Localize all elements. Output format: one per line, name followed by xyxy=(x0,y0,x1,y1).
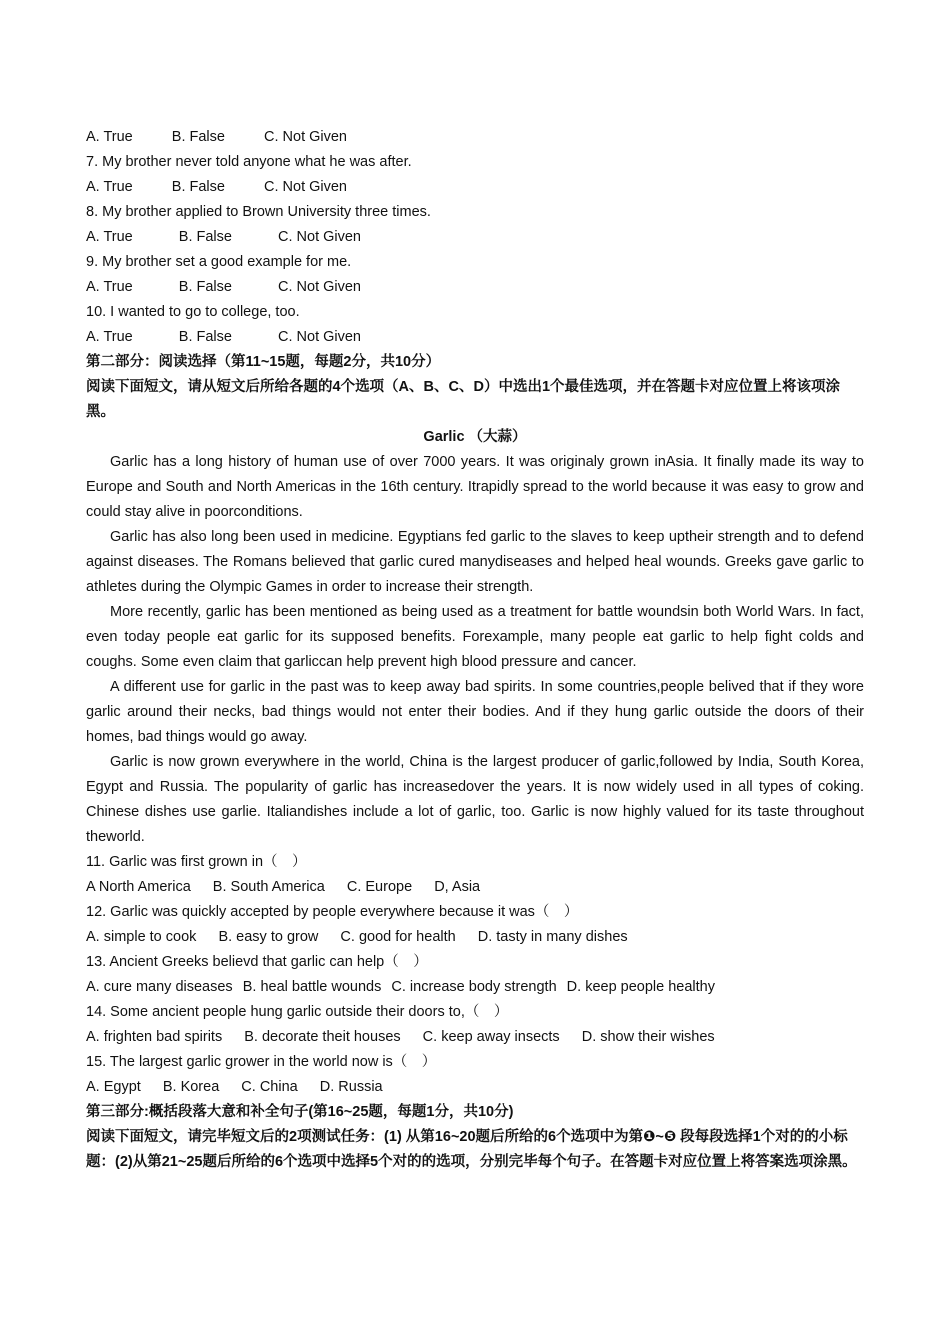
option-b: B. Korea xyxy=(162,1079,220,1095)
passage-paragraph: A different use for garlic in the past was to keep away bad spirits. In some countries,people belived that if they wore garlic around their necks, bad things would not enter their bodies. And if they hung garlic outside the doors of their homes, bad things would go away. xyxy=(86,679,864,745)
passage-paragraph: More recently, garlic has been mentioned as being used as a treatment for battle woundsin both World Wars. In fact, even today people eat garlic for its supposed benefits. Forexample, many people eat garlic to help fight colds and coughs. Some even claim that garliccan help prevent high blood pressure and cancer. xyxy=(86,604,864,670)
section-instruction-part3: 阅读下面短文，请完毕短文后的2项测试任务：(1) 从第16~20题后所给的6个选项中为第❶~❺ 段每段选择1个对的的小标题：(2)从第21~25题后所给的6个选项中选择5个对的的选项，分别完毕每个句子。在答题卡对应位置上将答案选项涂黑。 xyxy=(86,1129,857,1170)
section-heading-part3: 第三部分:概括段落大意和补全句子(第16~25题，每题1分，共10分) xyxy=(86,1104,514,1120)
option-a: A. True xyxy=(86,329,133,345)
option-d: D. show their wishes xyxy=(581,1029,715,1045)
q7-options xyxy=(86,175,864,200)
option-b: B. South America xyxy=(212,879,325,895)
option-b: B. False xyxy=(171,179,225,195)
question-8: 8. My brother applied to Brown University three times. xyxy=(86,204,431,220)
q15-options xyxy=(86,1075,864,1100)
option-a: A. True xyxy=(86,279,133,295)
option-d: D. tasty in many dishes xyxy=(477,929,628,945)
option-d: D, Asia xyxy=(434,879,481,895)
question-7: 7. My brother never told anyone what he was after. xyxy=(86,154,412,170)
passage-title: Garlic （大蒜） xyxy=(423,429,527,445)
q14-options xyxy=(86,1025,864,1050)
option-c: C. increase body strength xyxy=(391,979,557,995)
option-c: C. China xyxy=(241,1079,298,1095)
q11-options xyxy=(86,875,864,900)
option-a: A. True xyxy=(86,129,133,145)
question-9: 9. My brother set a good example for me. xyxy=(86,254,352,270)
question-10: 10. I wanted to go to college, too. xyxy=(86,304,300,320)
section-instruction-part2: 阅读下面短文，请从短文后所给各题的4个选项（A、B、C、D）中选出1个最佳选项，并在答题卡对应位置上将该项涂黑。 xyxy=(86,379,841,420)
option-b: B. False xyxy=(178,229,232,245)
q6-options xyxy=(86,125,864,150)
option-a: A. Egypt xyxy=(86,1079,141,1095)
option-a: A. frighten bad spirits xyxy=(86,1029,223,1045)
option-d: D. keep people healthy xyxy=(566,979,715,995)
option-b: B. False xyxy=(178,329,232,345)
question-11: 11. Garlic was first grown in（ ） xyxy=(86,854,307,870)
option-d: D. Russia xyxy=(319,1079,383,1095)
option-b: B. False xyxy=(171,129,225,145)
section-heading-part2: 第二部分：阅读选择（第11~15题，每题2分，共10分） xyxy=(86,354,441,370)
option-a: A. True xyxy=(86,179,133,195)
option-c: C. Not Given xyxy=(278,279,361,295)
option-b: B. heal battle wounds xyxy=(242,979,382,995)
q13-options xyxy=(86,975,864,1000)
passage-paragraph: Garlic has a long history of human use of over 7000 years. It was originaly grown inAsia. It finally made its way to Europe and South and North Americas in the 16th century. Itrapidly spread to the world because it was easy to grow and could stay alive in poorconditions. xyxy=(86,454,864,520)
option-c: C. keep away insects xyxy=(422,1029,560,1045)
option-a: A. True xyxy=(86,229,133,245)
passage-paragraph: Garlic has also long been used in medicine. Egyptians fed garlic to the slaves to keep uptheir strength and to defend against diseases. The Romans believed that garlic cured manydiseases and helped heal wounds. Greeks gave garlic to athletes during the Olympic Games in order to increase their strength. xyxy=(86,529,864,595)
document-page xyxy=(86,125,864,1175)
option-c: C. good for health xyxy=(340,929,456,945)
q10-options xyxy=(86,325,864,350)
question-15: 15. The largest garlic grower in the world now is（ ） xyxy=(86,1054,437,1070)
question-14: 14. Some ancient people hung garlic outside their doors to,（ ） xyxy=(86,1004,509,1020)
option-a: A. simple to cook xyxy=(86,929,197,945)
q8-options xyxy=(86,225,864,250)
option-a: A. cure many diseases xyxy=(86,979,233,995)
passage-paragraph: Garlic is now grown everywhere in the world, China is the largest producer of garlic,followed by India, South Korea, Egypt and Russia. The popularity of garlic has increasedover the years. It is now widely used in all types of coking. Chinese dishes use garlie. Italiandishes include a lot of garlic, too. Garlic is now highly valued for its taste throughout theworld. xyxy=(86,754,864,845)
option-c: C. Not Given xyxy=(278,229,361,245)
option-b: B. False xyxy=(178,279,232,295)
q9-options xyxy=(86,275,864,300)
option-c: C. Not Given xyxy=(264,179,347,195)
option-c: C. Not Given xyxy=(278,329,361,345)
question-12: 12. Garlic was quickly accepted by people everywhere because it was（ ） xyxy=(86,904,579,920)
question-13: 13. Ancient Greeks believd that garlic can help（ ） xyxy=(86,954,428,970)
option-b: B. decorate theit houses xyxy=(244,1029,401,1045)
q12-options xyxy=(86,925,864,950)
option-a: A North America xyxy=(86,879,191,895)
option-c: C. Europe xyxy=(346,879,413,895)
option-c: C. Not Given xyxy=(264,129,347,145)
option-b: B. easy to grow xyxy=(218,929,319,945)
